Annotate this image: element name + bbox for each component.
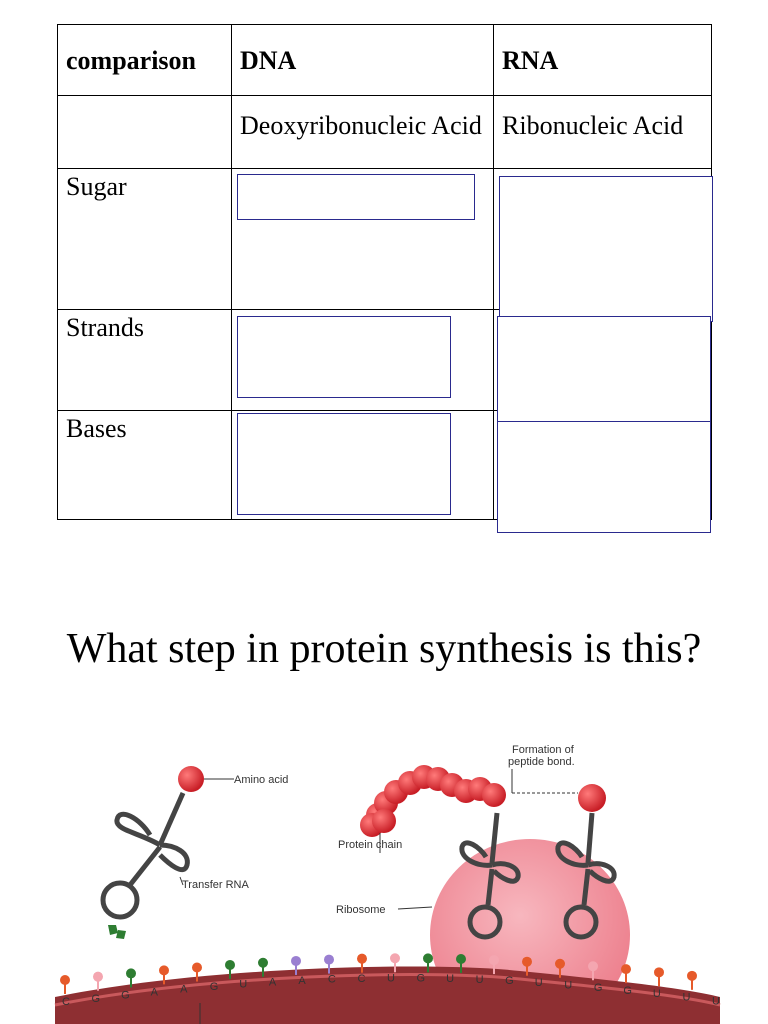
mrna-base-letter: U	[534, 977, 543, 990]
mrna-base-letter: A	[150, 986, 158, 999]
dna-strands-cell	[232, 310, 494, 411]
fullname-empty-cell	[58, 96, 232, 169]
table-row-bases	[58, 411, 712, 520]
label-ribosome: Ribosome	[336, 904, 386, 916]
mrna-base-letter: A	[298, 974, 306, 987]
free-amino-acid	[178, 766, 204, 792]
nucleotide	[423, 953, 433, 963]
label-formation-1: Formation of	[512, 744, 574, 756]
dna-bases-cell	[232, 411, 494, 520]
nucleotide	[93, 972, 103, 982]
nucleotide	[60, 975, 70, 985]
rna-strands-cell	[494, 310, 712, 411]
mrna-base-letter: C	[357, 972, 366, 985]
mrna-base-letter: C	[62, 996, 70, 1008]
mrna-base-letter: G	[209, 981, 219, 994]
mrna-base-letter: U	[652, 988, 661, 1001]
dna-rna-table	[57, 24, 712, 520]
nucleotide	[621, 964, 631, 974]
dna-sugar-answer-box[interactable]	[237, 174, 475, 220]
dna-fullname: Deoxyribonucleic Acid	[232, 96, 494, 169]
mrna-base-letter: U	[239, 978, 248, 991]
header-dna: DNA	[232, 25, 494, 96]
protein-chain-bead	[482, 783, 506, 807]
nucleotide	[687, 971, 697, 981]
nucleotide	[126, 968, 136, 978]
mrna-base-letter: G	[416, 972, 426, 985]
nucleotide	[291, 956, 301, 966]
row-label-strands: Strands	[58, 310, 232, 411]
header-comparison: comparison	[58, 25, 232, 96]
nucleotide	[192, 963, 202, 973]
mrna-base-letter: G	[623, 984, 632, 997]
protein-chain-bead	[372, 809, 396, 833]
mrna-base-letter: G	[91, 992, 101, 1005]
label-amino-acid: Amino acid	[234, 774, 289, 786]
question-text: What step in protein synthesis is this?	[66, 626, 702, 672]
mrna-base-letter: C	[327, 973, 336, 986]
nucleotide	[588, 961, 598, 971]
mrna-base-letter: G	[121, 989, 130, 1002]
mrna-base-letter: G	[505, 975, 514, 988]
row-label-sugar: Sugar	[58, 169, 232, 310]
rna-bases-cell	[494, 411, 712, 520]
table-header-row	[58, 25, 712, 96]
rna-fullname: Ribonucleic Acid	[494, 96, 712, 169]
row-label-bases: Bases	[58, 411, 232, 520]
comparison-table	[57, 24, 711, 570]
mrna-base-letter: U	[475, 973, 484, 986]
mrna-base-letter: U	[446, 972, 455, 985]
dna-bases-answer-box[interactable]	[237, 413, 451, 515]
nucleotide	[555, 959, 565, 969]
nucleotide	[159, 965, 169, 975]
mrna-base-letter: U	[712, 995, 720, 1008]
mrna-base-letter: U	[564, 979, 573, 992]
rna-bases-answer-box[interactable]	[497, 421, 711, 533]
protein-synthesis-diagram	[0, 735, 768, 1024]
label-transfer-rna: Transfer RNA	[182, 879, 249, 891]
nucleotide	[225, 960, 235, 970]
table-row-strands	[58, 310, 712, 411]
table-row-sugar	[58, 169, 712, 310]
free-trna	[103, 793, 187, 917]
label-formation-2: peptide bond.	[508, 756, 575, 768]
nucleotide	[654, 967, 664, 977]
header-rna: RNA	[494, 25, 712, 96]
mrna-base-letter: A	[180, 983, 188, 996]
table-row-fullname	[58, 96, 712, 169]
dna-strands-answer-box[interactable]	[237, 316, 451, 398]
mrna-base-letter: U	[387, 972, 395, 985]
protein-chain-beads	[360, 765, 506, 837]
nucleotide	[390, 953, 400, 963]
mrna-base-letter: A	[268, 976, 277, 989]
nucleotide	[258, 958, 268, 968]
dna-sugar-cell	[232, 169, 494, 310]
nucleotide	[357, 954, 367, 964]
rna-sugar-cell	[494, 169, 712, 310]
new-amino-acid	[578, 784, 606, 812]
mrna-base-letter: G	[593, 981, 603, 994]
nucleotide	[489, 955, 499, 965]
nucleotide	[456, 954, 466, 964]
rna-sugar-answer-box[interactable]	[499, 176, 713, 322]
nucleotide	[324, 955, 334, 965]
label-protein-chain: Protein chain	[338, 839, 403, 851]
nucleotide	[522, 957, 532, 967]
mrna-base-letter: U	[682, 991, 691, 1004]
